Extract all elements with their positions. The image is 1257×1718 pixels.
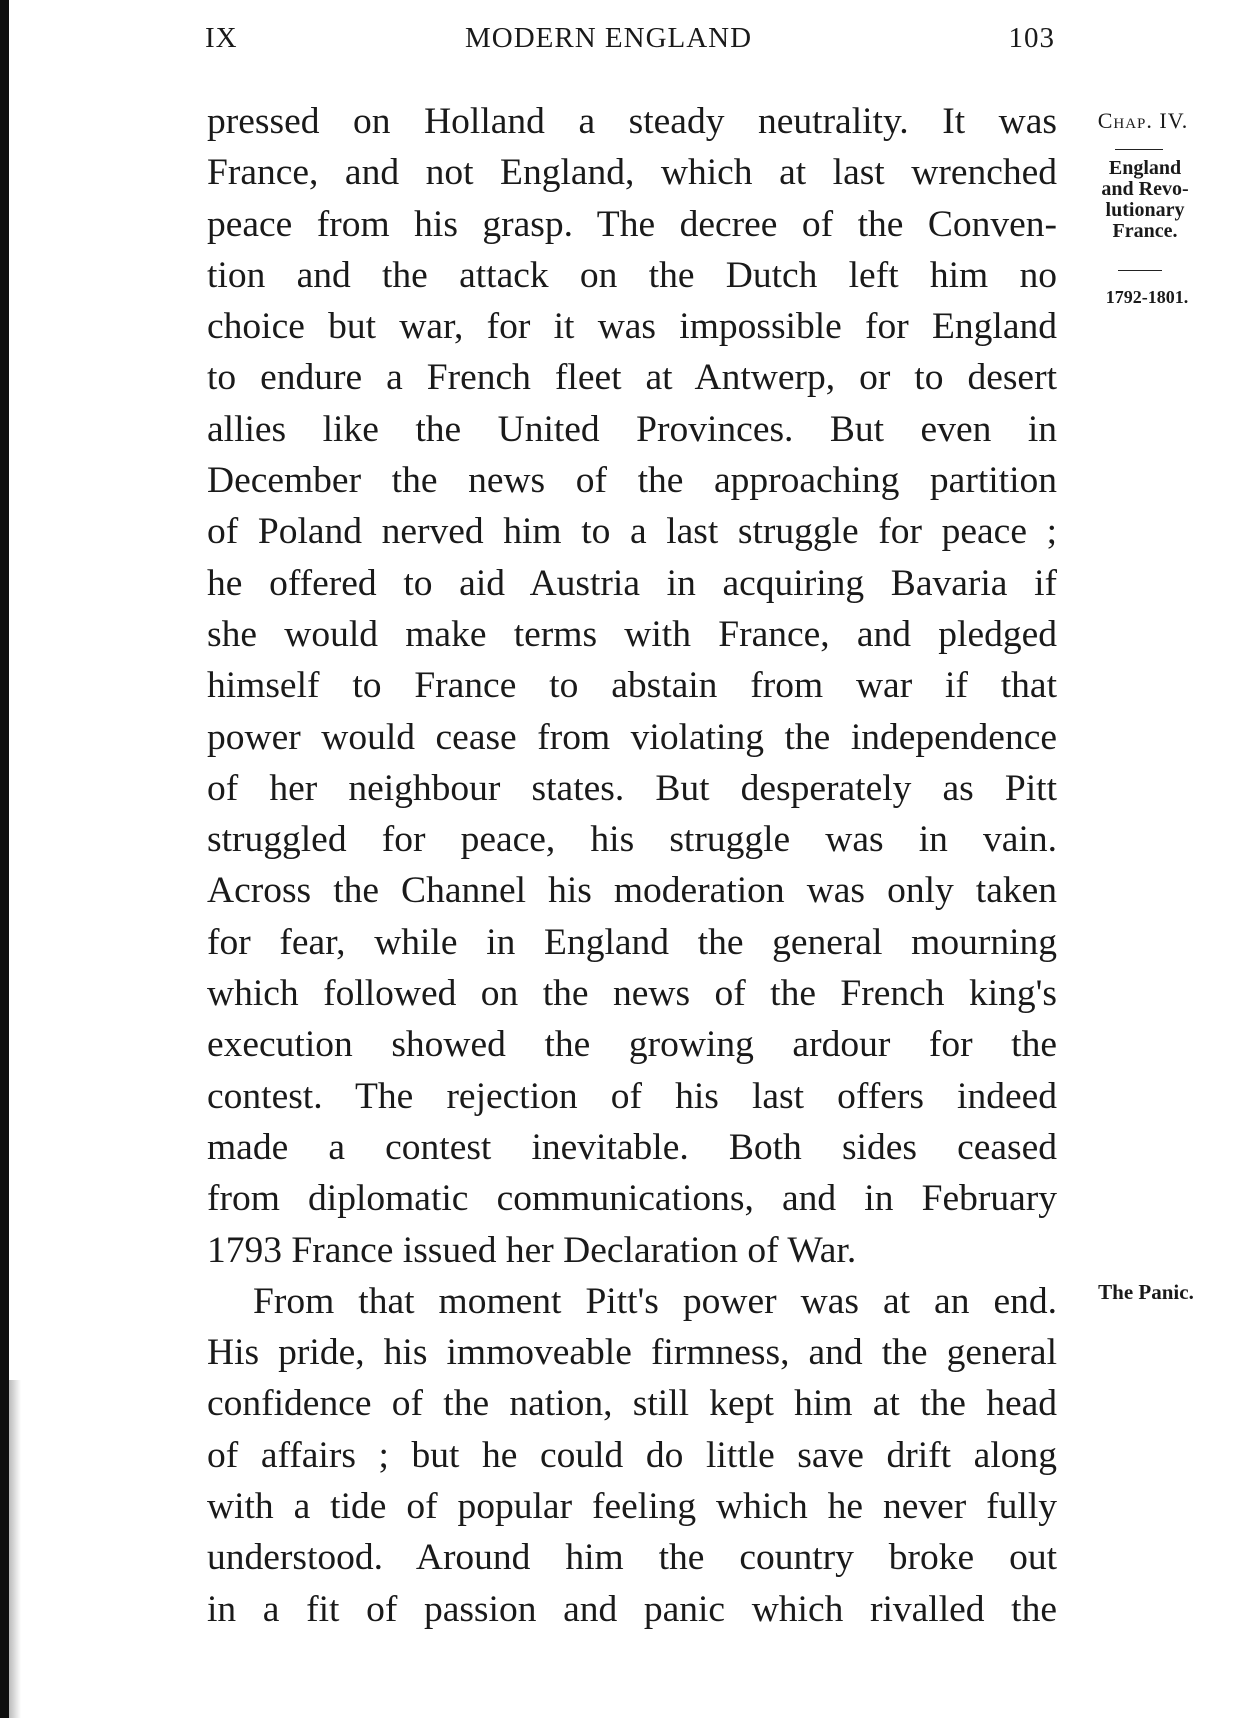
body-line: power would cease from violating the independence — [207, 716, 1057, 758]
margin-note-chapter: Chap. IV. — [1097, 108, 1189, 133]
body-line: peace from his grasp. The decree of the Conven- — [207, 203, 1057, 245]
margin-note-topic-line: lutionary — [1105, 199, 1185, 221]
body-line: His pride, his immoveable firmness, and the general — [207, 1332, 1057, 1374]
body-line: from diplomatic communications, and in February — [207, 1178, 1057, 1220]
paragraph-end-line: 1793 France issued her Declaration of War. — [207, 1229, 857, 1271]
body-line: confidence of the nation, still kept him at the head — [207, 1383, 1057, 1425]
body-line: struggled for peace, his struggle was in vain. — [207, 819, 1057, 861]
page-number: 103 — [1008, 22, 1055, 54]
body-line: which followed on the news of the French king's — [207, 973, 1057, 1015]
margin-note-topic-line: England — [1108, 157, 1182, 179]
body-line: contest. The rejection of his last offers indeed — [207, 1075, 1057, 1117]
margin-note-rule — [1118, 270, 1162, 271]
paragraph-start-line: From that moment Pitt's power was at an end. — [253, 1280, 1057, 1322]
body-line: for fear, while in England the general mourning — [207, 921, 1057, 963]
body-line: tion and the attack on the Dutch left him no — [207, 254, 1057, 296]
body-line: of Poland nerved him to a last struggle for peace ; — [207, 511, 1057, 553]
body-line: choice but war, for it was impossible for England — [207, 306, 1057, 348]
body-line: himself to France to abstain from war if that — [207, 665, 1057, 707]
body-line: of her neighbour states. But desperately as Pitt — [207, 767, 1057, 809]
margin-note-rule — [1115, 149, 1163, 150]
body-line: pressed on Holland a steady neutrality. It was — [207, 101, 1057, 142]
body-text — [207, 96, 1057, 1635]
body-line: execution showed the growing ardour for the — [207, 1024, 1057, 1066]
body-line: to endure a French fleet at Antwerp, or to desert — [207, 357, 1057, 399]
body-line: of affairs ; but he could do little save drift along — [207, 1434, 1057, 1476]
body-line: Across the Channel his moderation was only taken — [207, 870, 1057, 912]
page-spine-shadow — [0, 0, 9, 1718]
body-line: allies like the United Provinces. But even in — [207, 408, 1057, 450]
body-line: he offered to aid Austria in acquiring Bavaria if — [207, 562, 1057, 604]
body-line: with a tide of popular feeling which he never fully — [207, 1486, 1057, 1528]
body-line: made a contest inevitable. Both sides ceased — [207, 1126, 1057, 1168]
running-head-chapter: IX — [205, 22, 238, 54]
margin-note-date-range: 1792-1801. — [1105, 287, 1189, 307]
running-head-title: MODERN ENGLAND — [465, 22, 753, 54]
body-line: December the news of the approaching partition — [207, 460, 1057, 502]
margin-note-topic-line: and Revo- — [1101, 178, 1189, 200]
running-head — [205, 22, 1055, 62]
spine-scan-smudge — [9, 1380, 21, 1718]
body-line: in a fit of passion and panic which rivalled the — [207, 1588, 1057, 1630]
margin-note-topic-line: France. — [1112, 220, 1178, 242]
body-line: France, and not England, which at last wrenched — [207, 152, 1057, 194]
body-line: she would make terms with France, and pledged — [207, 613, 1057, 655]
margin-note-panic: The Panic. — [1098, 1280, 1194, 1304]
body-line: understood. Around him the country broke out — [207, 1537, 1057, 1579]
margin-note-topic — [1080, 158, 1210, 242]
